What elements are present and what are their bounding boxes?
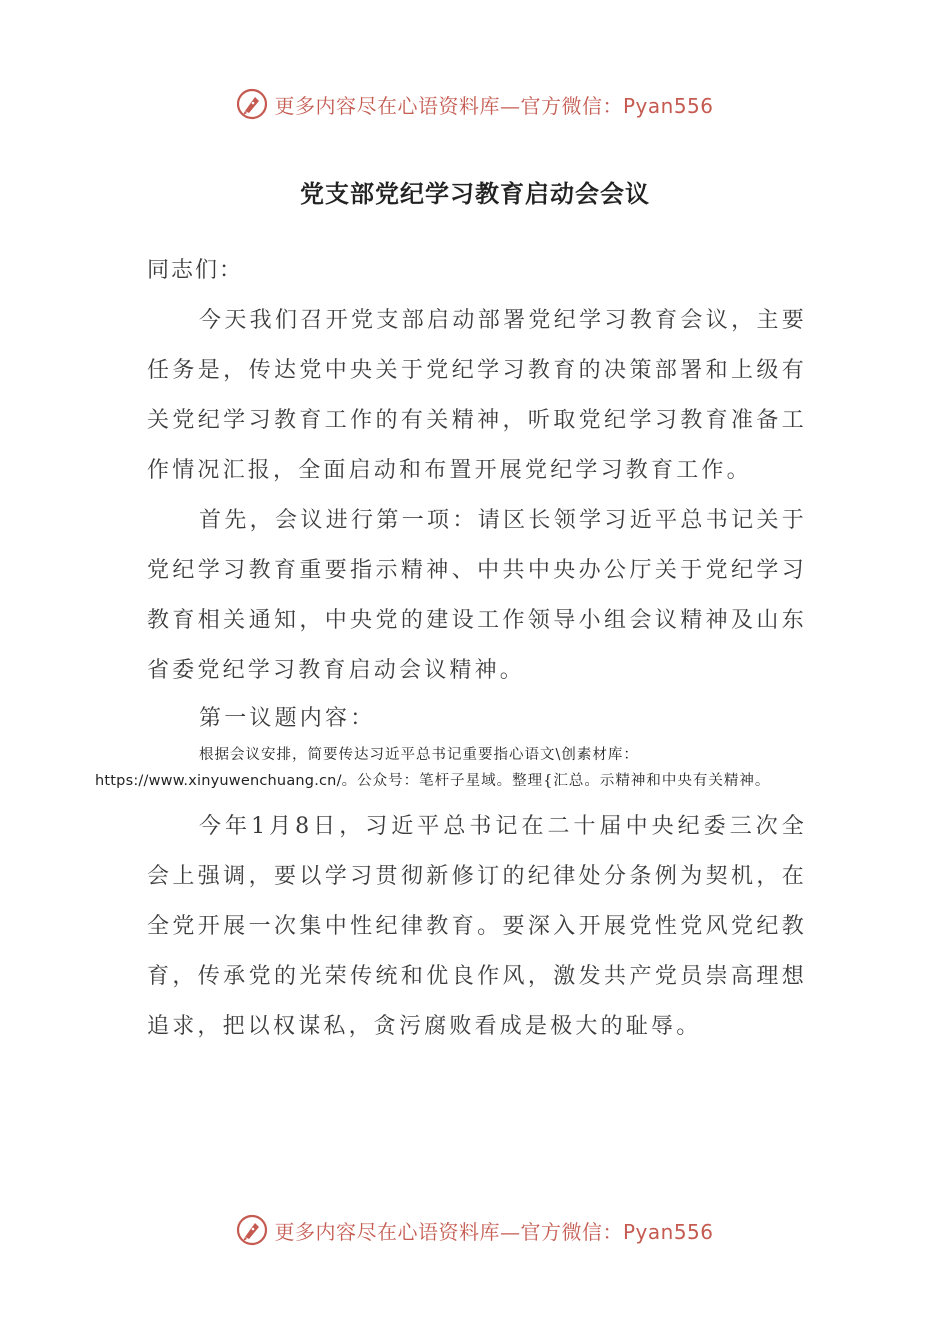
paragraph-2: 首先，会议进行第一项：请区长领学习近平总书记关于党纪学习教育重要指示精神、中共中央办公厅关于党纪学习教育相关通知，中央党的建设工作领导小组会议精神及山东省委党纪学习教育启动会议精神。 bbox=[147, 508, 807, 683]
banner-text: 更多内容尽在心语资料库—官方微信：Pyan556 bbox=[274, 93, 714, 118]
watermark-note: 根据会议安排，简要传达习近平总书记重要指心语文\创素材库： https://www.xinyuwenchuang.cn/。公众号：笔杆子星域。整理{汇总。示精神和中央有关精神。 bbox=[147, 742, 807, 794]
document-body bbox=[95, 246, 807, 1052]
banner-text: 更多内容尽在心语资料库—官方微信：Pyan556 bbox=[274, 1219, 714, 1244]
pen-nib-logo-icon bbox=[236, 1214, 268, 1246]
paragraph-3: 第一议题内容： bbox=[199, 706, 376, 731]
banner-wechat-id: Pyan556 bbox=[622, 93, 714, 118]
paragraph-1: 今天我们召开党支部启动部署党纪学习教育会议，主要任务是，传达党中央关于党纪学习教育的决策部署和上级有关党纪学习教育工作的有关精神，听取党纪学习教育准备工作情况汇报，全面启动和布置开展党纪学习教育工作。 bbox=[147, 308, 807, 483]
paragraph-4: 今年1月8日，习近平总书记在二十届中央纪委三次全会上强调，要以学习贯彻新修订的纪律处分条例为契机，在全党开展一次集中性纪律教育。要深入开展党性党风党纪教育，传承党的光荣传统和优良作风，激发共产党员崇高理想追求，把以权谋私，贪污腐败看成是极大的耻辱。 bbox=[147, 814, 807, 1039]
banner-wechat-id: Pyan556 bbox=[622, 1219, 714, 1244]
footer-banner bbox=[0, 1208, 950, 1252]
source-url: https://www.xinyuwenchuang.cn/ bbox=[95, 773, 342, 789]
document-title: 党支部党纪学习教育启动会会议 bbox=[300, 180, 650, 208]
header-banner bbox=[0, 82, 950, 126]
pen-nib-logo-icon bbox=[236, 88, 268, 120]
salutation: 同志们： bbox=[147, 258, 244, 283]
